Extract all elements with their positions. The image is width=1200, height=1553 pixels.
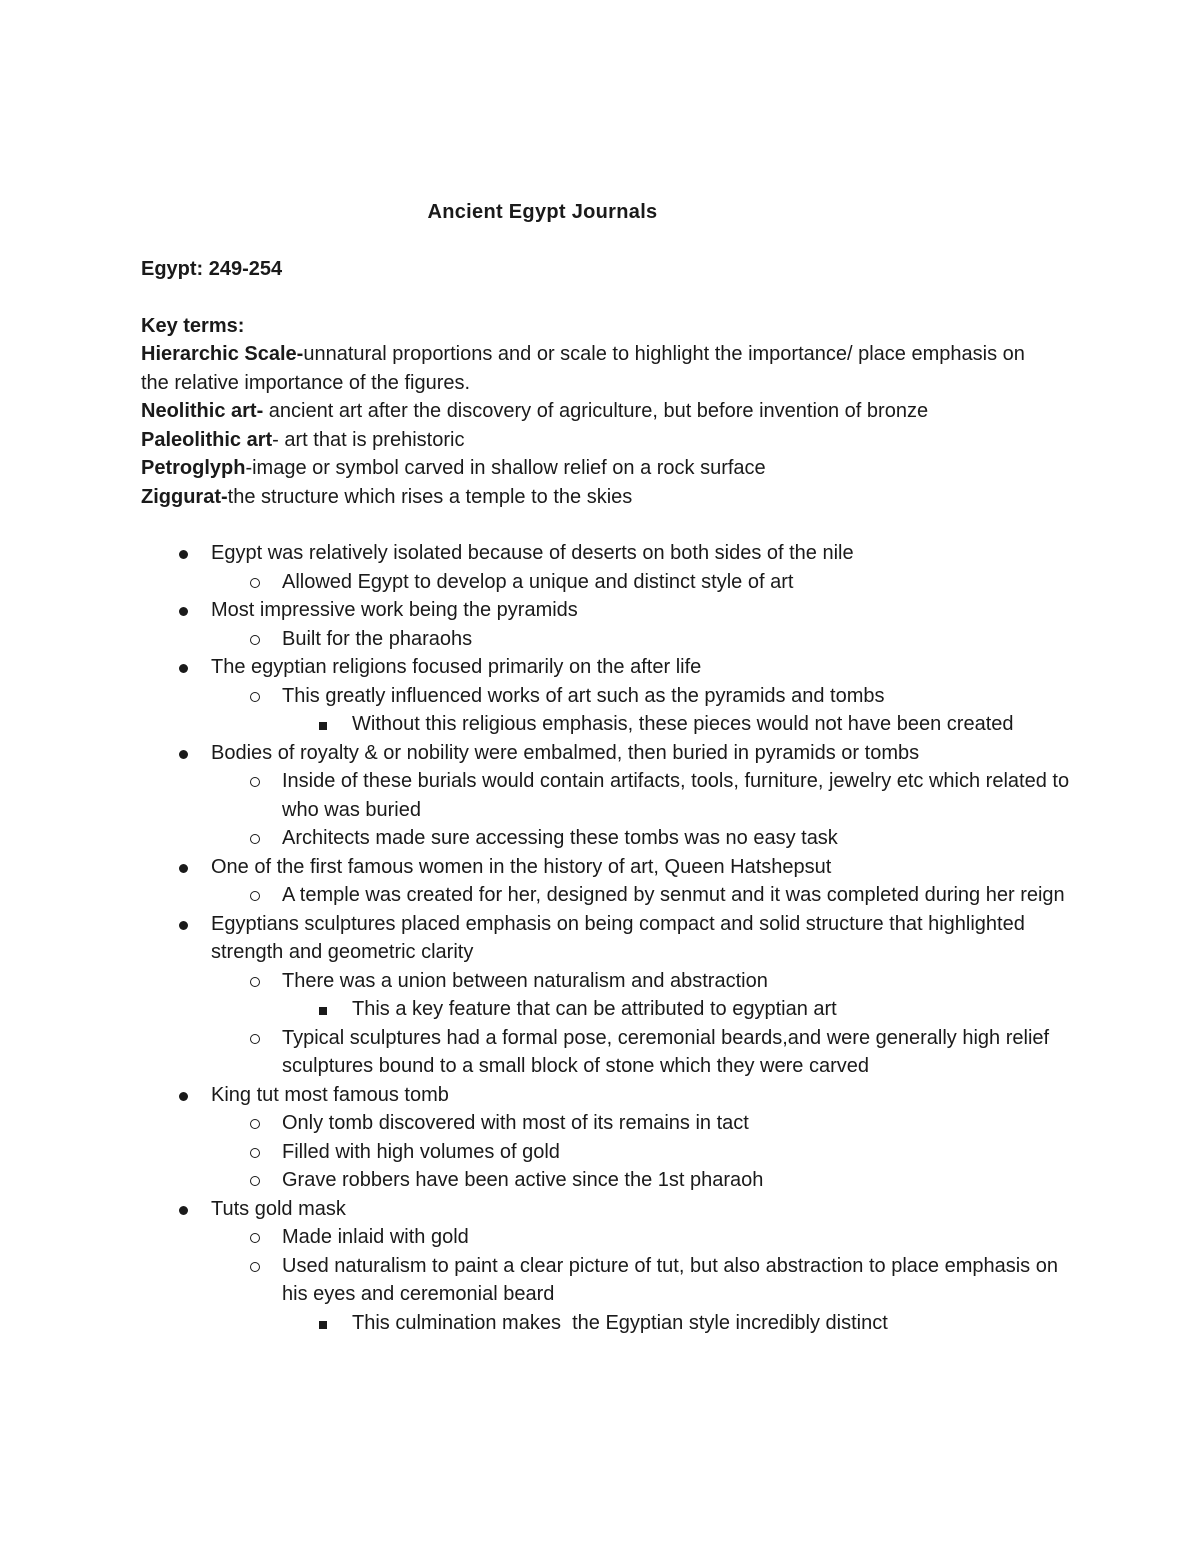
list-item: Used naturalism to paint a clear picture of tut, but also abstraction to place emphasis on his eyes and ceremonial beard [0, 1252, 1200, 1309]
bullet-square-icon [313, 710, 333, 739]
term-label: Neolithic art- [141, 400, 264, 422]
term-label: Hierarchic Scale- [141, 343, 304, 365]
bullet-dot-icon [173, 596, 193, 625]
bullet-dot-icon [173, 853, 193, 882]
bullet-circle-icon [245, 1138, 265, 1167]
list-item: Egyptians sculptures placed emphasis on being compact and solid structure that highlighted strength and geometric clarity [0, 910, 1200, 967]
list-item: Tuts gold mask [0, 1195, 1200, 1224]
list-item: Most impressive work being the pyramids [0, 596, 1200, 625]
list-item: This culmination makes the Egyptian style incredibly distinct [0, 1309, 1200, 1338]
bullet-circle-icon [245, 568, 265, 597]
bullet-dot-icon [173, 1195, 193, 1224]
list-item: One of the first famous women in the history of art, Queen Hatshepsut [0, 853, 1200, 882]
list-item: Made inlaid with gold [0, 1223, 1200, 1252]
list-item: Bodies of royalty & or nobility were embalmed, then buried in pyramids or tombs [0, 739, 1200, 768]
key-term-hierarchic-scale [141, 340, 1041, 397]
key-terms-list [141, 340, 1041, 511]
list-item: This greatly influenced works of art such as the pyramids and tombs [0, 682, 1200, 711]
bullet-circle-icon [245, 682, 265, 711]
bullet-circle-icon [245, 625, 265, 654]
list-item: The egyptian religions focused primarily on the after life [0, 653, 1200, 682]
bullet-dot-icon [173, 539, 193, 568]
list-item: Allowed Egypt to develop a unique and distinct style of art [0, 568, 1200, 597]
list-item: Inside of these burials would contain artifacts, tools, furniture, jewelry etc which related to who was buried [0, 767, 1200, 824]
bullet-circle-icon [245, 967, 265, 996]
bullet-circle-icon [245, 824, 265, 853]
term-label: Petroglyph [141, 457, 246, 479]
egypt-pages-heading: Egypt: 249-254 [141, 258, 283, 280]
bullet-dot-icon [173, 1081, 193, 1110]
bullet-circle-icon [245, 1223, 265, 1252]
list-item: There was a union between naturalism and abstraction [0, 967, 1200, 996]
list-item: This a key feature that can be attributed to egyptian art [0, 995, 1200, 1024]
list-item: Only tomb discovered with most of its remains in tact [0, 1109, 1200, 1138]
list-item: King tut most famous tomb [0, 1081, 1200, 1110]
bullet-dot-icon [173, 910, 193, 939]
term-definition: -image or symbol carved in shallow relief on a rock surface [245, 457, 766, 479]
list-item: Filled with high volumes of gold [0, 1138, 1200, 1167]
list-item: Built for the pharaohs [0, 625, 1200, 654]
term-definition: - art that is prehistoric [272, 428, 465, 451]
bullet-dot-icon [173, 653, 193, 682]
bullet-circle-icon [245, 881, 265, 910]
term-definition: unnatural proportions and or scale to highlight the importance/ place emphasis on the relative importance of the figures. [141, 343, 1025, 394]
term-label: Ziggurat- [141, 485, 228, 508]
key-term-petroglyph [141, 454, 1041, 483]
key-terms-heading: Key terms: [141, 315, 245, 337]
bullet-circle-icon [245, 1024, 265, 1053]
term-label: Paleolithic art [141, 428, 273, 451]
document-title: Ancient Egypt Journals [427, 201, 658, 223]
key-term-neolithic-art [141, 397, 1041, 426]
term-definition: the structure which rises a temple to the skies [227, 485, 633, 508]
bullet-circle-icon [245, 1252, 265, 1281]
key-term-ziggurat [141, 483, 1041, 512]
list-item: Architects made sure accessing these tombs was no easy task [0, 824, 1200, 853]
bullet-circle-icon [245, 1109, 265, 1138]
term-definition: ancient art after the discovery of agriculture, but before invention of bronze [263, 400, 929, 422]
bullet-square-icon [313, 1309, 333, 1338]
bullet-square-icon [313, 995, 333, 1024]
list-item: Egypt was relatively isolated because of deserts on both sides of the nile [0, 539, 1200, 568]
list-item: Typical sculptures had a formal pose, ceremonial beards,and were generally high relief sculptures bound to a small block of stone which they were carved [0, 1024, 1200, 1081]
bullet-dot-icon [173, 739, 193, 768]
bullet-circle-icon [245, 1166, 265, 1195]
list-item: Grave robbers have been active since the 1st pharaoh [0, 1166, 1200, 1195]
bullet-circle-icon [245, 767, 265, 796]
list-item: A temple was created for her, designed by senmut and it was completed during her reign [0, 881, 1200, 910]
key-term-paleolithic-art [141, 426, 1041, 455]
list-item: Without this religious emphasis, these pieces would not have been created [0, 710, 1200, 739]
bullet-list [0, 539, 1200, 1337]
